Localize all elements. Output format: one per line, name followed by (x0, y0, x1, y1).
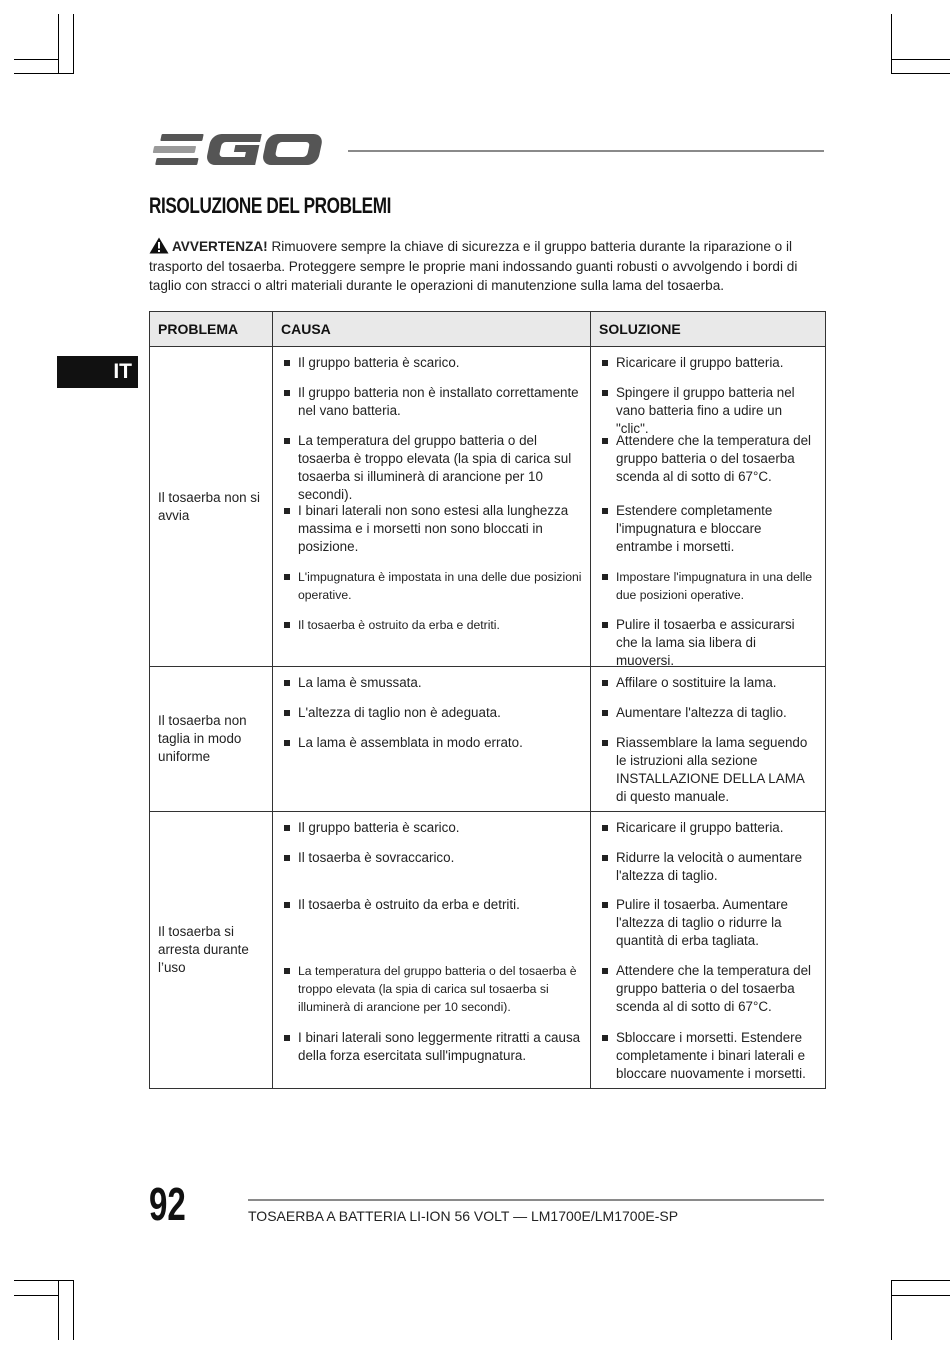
cause-cell (273, 812, 591, 1089)
column-header-solution: SOLUZIONE (591, 312, 826, 347)
list-item: Sbloccare i morsetti. Estendere completamente i binari laterali e bloccare nuovamente i morsetti. (599, 1029, 817, 1083)
solution-cell (591, 812, 826, 1089)
table-row (150, 667, 826, 812)
list-item: Aumentare l'altezza di taglio. (599, 704, 817, 734)
list-item: Pulire il tosaerba. Aumentare l'altezza di taglio o ridurre la quantità di erba tagliata. (599, 896, 817, 962)
crop-mark (73, 1280, 74, 1340)
solution-cell (591, 347, 826, 667)
footer-text: TOSAERBA A BATTERIA LI-ION 56 VOLT — LM1700E/LM1700E-SP (248, 1208, 679, 1224)
cause-cell (273, 347, 591, 667)
warning-triangle-icon (149, 237, 169, 254)
list-item: Il gruppo batteria non è installato correttamente nel vano batteria. (281, 384, 582, 432)
list-item: Il tosaerba è ostruito da erba e detriti. (281, 896, 582, 962)
list-item: Affilare o sostituire la lama. (599, 674, 817, 704)
header-rule (348, 150, 824, 152)
table-row (150, 812, 826, 1089)
list-item: La temperatura del gruppo batteria o del tosaerba è troppo elevata (la spia di carica sul tosaerba si illuminerà di arancione per 10 secondi). (281, 962, 582, 1029)
crop-mark (58, 14, 59, 74)
crop-mark (14, 1295, 59, 1296)
list-item: I binari laterali non sono estesi alla lunghezza massima e i morsetti non sono bloccati in posizione. (281, 502, 582, 568)
list-item: L'altezza di taglio non è adeguata. (281, 704, 582, 734)
list-item: Ricaricare il gruppo batteria. (599, 354, 817, 384)
warning-label: AVVERTENZA! (172, 239, 268, 254)
problem-cell: Il tosaerba non taglia in modo uniforme (150, 667, 273, 812)
list-item: Attendere che la temperatura del gruppo batteria o del tosaerba scenda al di sotto di 67°C. (599, 432, 817, 502)
list-item: Spingere il gruppo batteria nel vano batteria fino a udire un "clic". (599, 384, 817, 432)
list-item: Riassemblare la lama seguendo le istruzioni alla sezione INSTALLAZIONE DELLA LAMA di questo manuale. (599, 734, 817, 806)
table-row (150, 347, 826, 667)
crop-mark (14, 1280, 74, 1281)
crop-mark (14, 59, 59, 60)
cause-cell (273, 667, 591, 812)
solution-cell (591, 667, 826, 812)
list-item: Attendere che la temperatura del gruppo batteria o del tosaerba scenda al di sotto di 67°C. (599, 962, 817, 1029)
list-item: La lama è assemblata in modo errato. (281, 734, 582, 752)
crop-mark (58, 1280, 59, 1340)
list-item: La lama è smussata. (281, 674, 582, 704)
column-header-problem: PROBLEMA (150, 312, 273, 347)
list-item: Il gruppo batteria è scarico. (281, 354, 582, 384)
list-item: Il gruppo batteria è scarico. (281, 819, 582, 849)
crop-mark (891, 14, 892, 74)
crop-mark (14, 73, 74, 74)
page-number: 92 (149, 1178, 186, 1230)
crop-mark (891, 59, 950, 60)
crop-mark (891, 73, 950, 74)
footer-rule (248, 1199, 824, 1201)
ego-logo (149, 128, 331, 172)
troubleshooting-table (149, 311, 826, 1089)
list-item: Ridurre la velocità o aumentare l'altezza di taglio. (599, 849, 817, 896)
language-tab: IT (57, 356, 138, 388)
list-item: La temperatura del gruppo batteria o del tosaerba è troppo elevata (la spia di carica sul tosaerba si illuminerà di arancione per 10 secondi). (281, 432, 582, 502)
table-header-row (150, 312, 826, 347)
problem-cell: Il tosaerba non si avvia (150, 347, 273, 667)
crop-mark (891, 1280, 892, 1340)
crop-mark (891, 1295, 950, 1296)
warning-paragraph (149, 237, 825, 296)
problem-cell: Il tosaerba si arresta durante l’uso (150, 812, 273, 1089)
list-item: Impostare l'impugnatura in una delle due posizioni operative. (599, 568, 817, 616)
list-item: Il tosaerba è sovraccarico. (281, 849, 582, 896)
list-item: L'impugnatura è impostata in una delle due posizioni operative. (281, 568, 582, 616)
list-item: Pulire il tosaerba e assicurarsi che la lama sia libera di muoversi. (599, 616, 817, 656)
list-item: Ricaricare il gruppo batteria. (599, 819, 817, 849)
section-title: RISOLUZIONE DEL PROBLEMI (149, 193, 392, 218)
crop-mark (891, 1280, 950, 1281)
warning-text: Rimuovere sempre la chiave di sicurezza e il gruppo batteria durante la riparazione o il trasporto del tosaerba. Proteggere sempre le proprie mani indossando guanti robusti o avvolgendo i bordi di taglio con stracci o altri materiali durante le operazioni di manutenzione sulla lama del tosaerba. (149, 239, 798, 293)
column-header-cause: CAUSA (273, 312, 591, 347)
list-item: Il tosaerba è ostruito da erba e detriti. (281, 616, 582, 656)
list-item: I binari laterali sono leggermente ritratti a causa della forza esercitata sull'impugnatura. (281, 1029, 582, 1065)
list-item: Estendere completamente l'impugnatura e bloccare entrambe i morsetti. (599, 502, 817, 568)
crop-mark (73, 14, 74, 74)
